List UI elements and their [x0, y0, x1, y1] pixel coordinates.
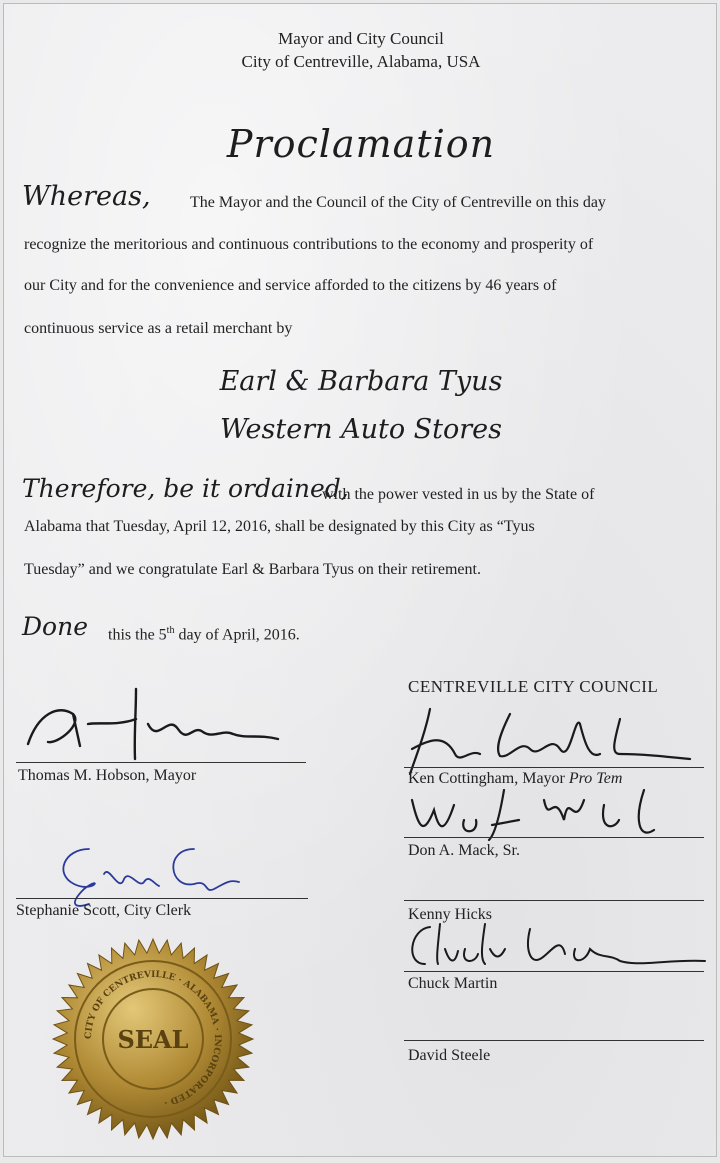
seal-center-text: SEAL [117, 1025, 189, 1054]
mayor-name: Thomas M. Hobson, Mayor [18, 767, 197, 784]
mayor-signature [18, 684, 288, 764]
council-line-4 [404, 971, 704, 972]
document-title: Proclamation [226, 122, 496, 166]
council-member-5: David Steele [408, 1047, 491, 1064]
done-date-line [108, 625, 300, 644]
done-date-sup: th [166, 625, 175, 636]
done-date-post: day of April, 2016. [178, 626, 300, 644]
whereas-line-4: continuous service as a retail merchant by [24, 320, 293, 337]
seal-ring-textpath: CITY OF CENTREVILLE · ALABAMA · INCORPORATED · [83, 969, 223, 1107]
done-date-pre: this the 5 [108, 626, 167, 644]
therefore-heading: Therefore, be it ordained, [22, 474, 349, 503]
proclamation-document [3, 3, 717, 1157]
whereas-heading: Whereas, [22, 181, 151, 212]
done-heading: Done [22, 612, 88, 641]
therefore-line-1: with the power vested in us by the State of [322, 486, 595, 503]
council-line-5 [404, 1040, 704, 1041]
header-line-1: Mayor and City Council [278, 29, 444, 48]
mayor-signature-line [16, 762, 306, 763]
council-member-4: Chuck Martin [408, 975, 498, 992]
clerk-signature-line [16, 898, 308, 899]
council-member-2-signature [404, 780, 694, 850]
council-member-1-title: Pro Tem [568, 770, 623, 787]
council-member-1-name: Ken Cottingham, Mayor [408, 770, 569, 787]
header-line-2: City of Centreville, Alabama, USA [241, 52, 481, 71]
therefore-line-2: Alabama that Tuesday, April 12, 2016, shall be designated by this City as “Tyus [24, 518, 535, 535]
council-member-3: Kenny Hicks [408, 906, 492, 923]
whereas-line-1: The Mayor and the Council of the City of Centreville on this day [190, 194, 606, 211]
council-heading: CENTREVILLE CITY COUNCIL [408, 677, 659, 696]
council-line-2 [404, 837, 704, 838]
whereas-line-2: recognize the meritorious and continuous contributions to the economy and prosperity of [24, 236, 594, 253]
council-member-4-signature [400, 919, 710, 974]
city-seal [48, 934, 258, 1144]
council-line-3 [404, 900, 704, 901]
council-line-1 [404, 767, 704, 768]
therefore-line-3: Tuesday” and we congratulate Earl & Barbara Tyus on their retirement. [24, 561, 481, 578]
council-member-2: Don A. Mack, Sr. [408, 842, 520, 859]
clerk-name: Stephanie Scott, City Clerk [16, 902, 192, 919]
honoree-names: Earl & Barbara Tyus [219, 366, 503, 397]
honoree-business: Western Auto Stores [219, 414, 502, 445]
whereas-line-3: our City and for the convenience and service afforded to the citizens by 46 years of [24, 277, 557, 294]
